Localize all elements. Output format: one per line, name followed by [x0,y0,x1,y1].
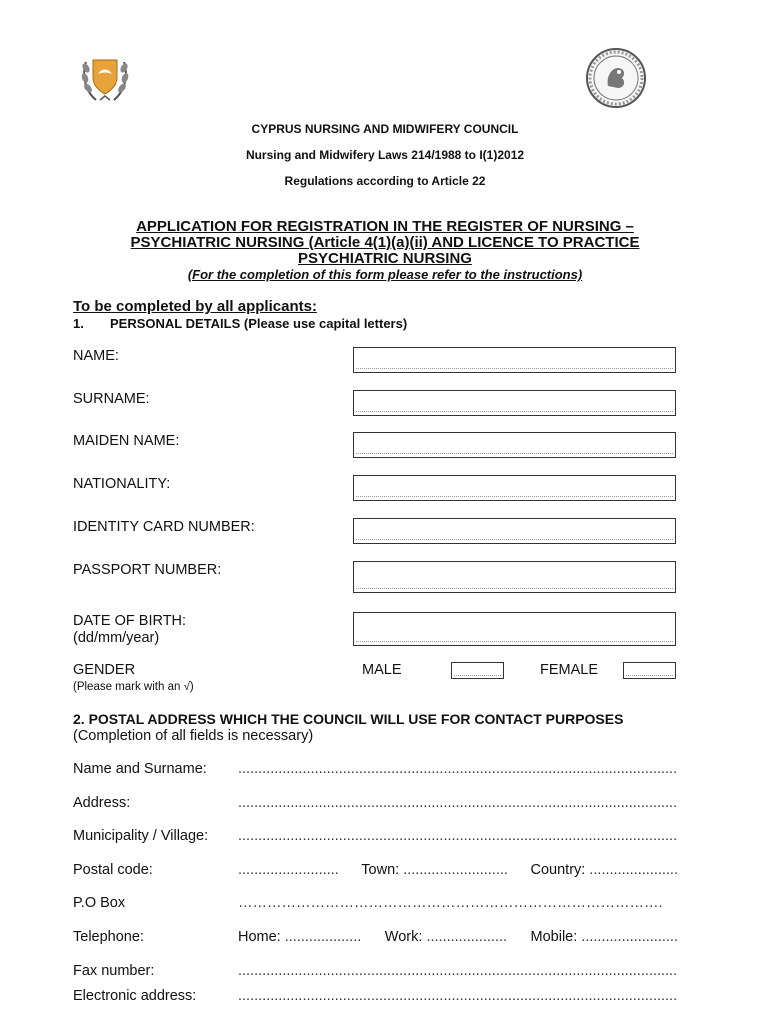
cyprus-emblem-logo [78,52,132,106]
maiden-name-field[interactable] [353,432,676,458]
section-1-heading: PERSONAL DETAILS (Please use capital letters) [110,316,408,331]
section-1-number: 1. [73,316,84,331]
town-field[interactable]: .......................... [403,862,508,878]
po-box-field[interactable]: ……………………………………………………………………………. [238,895,663,911]
section-2-heading: 2. POSTAL ADDRESS WHICH THE COUNCIL WILL USE FOR CONTACT PURPOSES [73,711,624,727]
po-box-label: P.O Box [73,895,126,911]
home-label: Home: [238,929,281,945]
telephone-row [238,929,678,945]
telephone-label: Telephone: [73,929,144,945]
country-field[interactable]: ...................... [589,862,678,878]
nationality-label: NATIONALITY: [73,476,171,492]
female-label: FEMALE [540,662,599,678]
male-label: MALE [362,662,402,678]
dob-label: DATE OF BIRTH: [73,613,187,629]
postal-code-label: Postal code: [73,862,153,878]
male-checkbox[interactable] [451,662,504,679]
identity-card-field[interactable] [353,518,676,544]
council-name: CYPRUS NURSING AND MIDWIFERY COUNCIL [251,122,519,136]
passport-field[interactable] [353,561,676,593]
mobile-label: Mobile: [530,929,578,945]
form-title-line-1: APPLICATION FOR REGISTRATION IN THE REGISTER OF NURSING – [136,218,634,235]
email-label: Electronic address: [73,988,197,1004]
surname-label: SURNAME: [73,391,150,407]
dob-format-hint: (dd/mm/year) [73,630,160,646]
mobile-phone-field[interactable]: ........................ [581,929,678,945]
laws-reference: Nursing and Midwifery Laws 214/1988 to I(1)2012 [245,148,525,162]
email-field[interactable] [238,988,678,1004]
municipality-label: Municipality / Village: [73,828,209,844]
work-label: Work: [384,929,423,945]
form-title-line-3: PSYCHIATRIC NURSING [298,250,472,267]
regulations-reference: Regulations according to Article 22 [284,174,486,188]
dob-field[interactable] [353,612,676,646]
home-phone-field[interactable]: ................... [284,929,362,945]
surname-field[interactable] [353,390,676,416]
name-field[interactable] [353,347,676,373]
gender-label: GENDER [73,662,136,678]
passport-label: PASSPORT NUMBER: [73,562,222,578]
gender-hint: (Please mark with an √) [73,681,194,693]
address-label: Address: [73,795,131,811]
instructions-note: (For the completion of this form please refer to the instructions) [187,267,583,282]
town-label: Town: [361,862,400,878]
nationality-field[interactable] [353,475,676,501]
name-surname-field[interactable] [238,761,678,777]
fax-label: Fax number: [73,963,155,979]
address-field[interactable] [238,795,678,811]
section-2-note: (Completion of all fields is necessary) [73,728,314,744]
identity-card-label: IDENTITY CARD NUMBER: [73,519,255,535]
female-checkbox[interactable] [623,662,676,679]
council-seal-logo [584,46,648,110]
country-label: Country: [530,862,586,878]
form-title-line-2: PSYCHIATRIC NURSING (Article 4(1)(a)(ii) AND LICENCE TO PRACTICE [130,234,640,251]
section-all-applicants: To be completed by all applicants: [73,298,317,315]
fax-field[interactable] [238,963,678,979]
maiden-name-label: MAIDEN NAME: [73,433,180,449]
name-label: NAME: [73,348,119,364]
name-surname-label: Name and Surname: [73,761,207,777]
municipality-field[interactable] [238,828,678,844]
postal-town-country-row [238,862,678,878]
work-phone-field[interactable]: .................... [426,929,508,945]
postal-code-field[interactable]: ......................... [238,862,339,878]
